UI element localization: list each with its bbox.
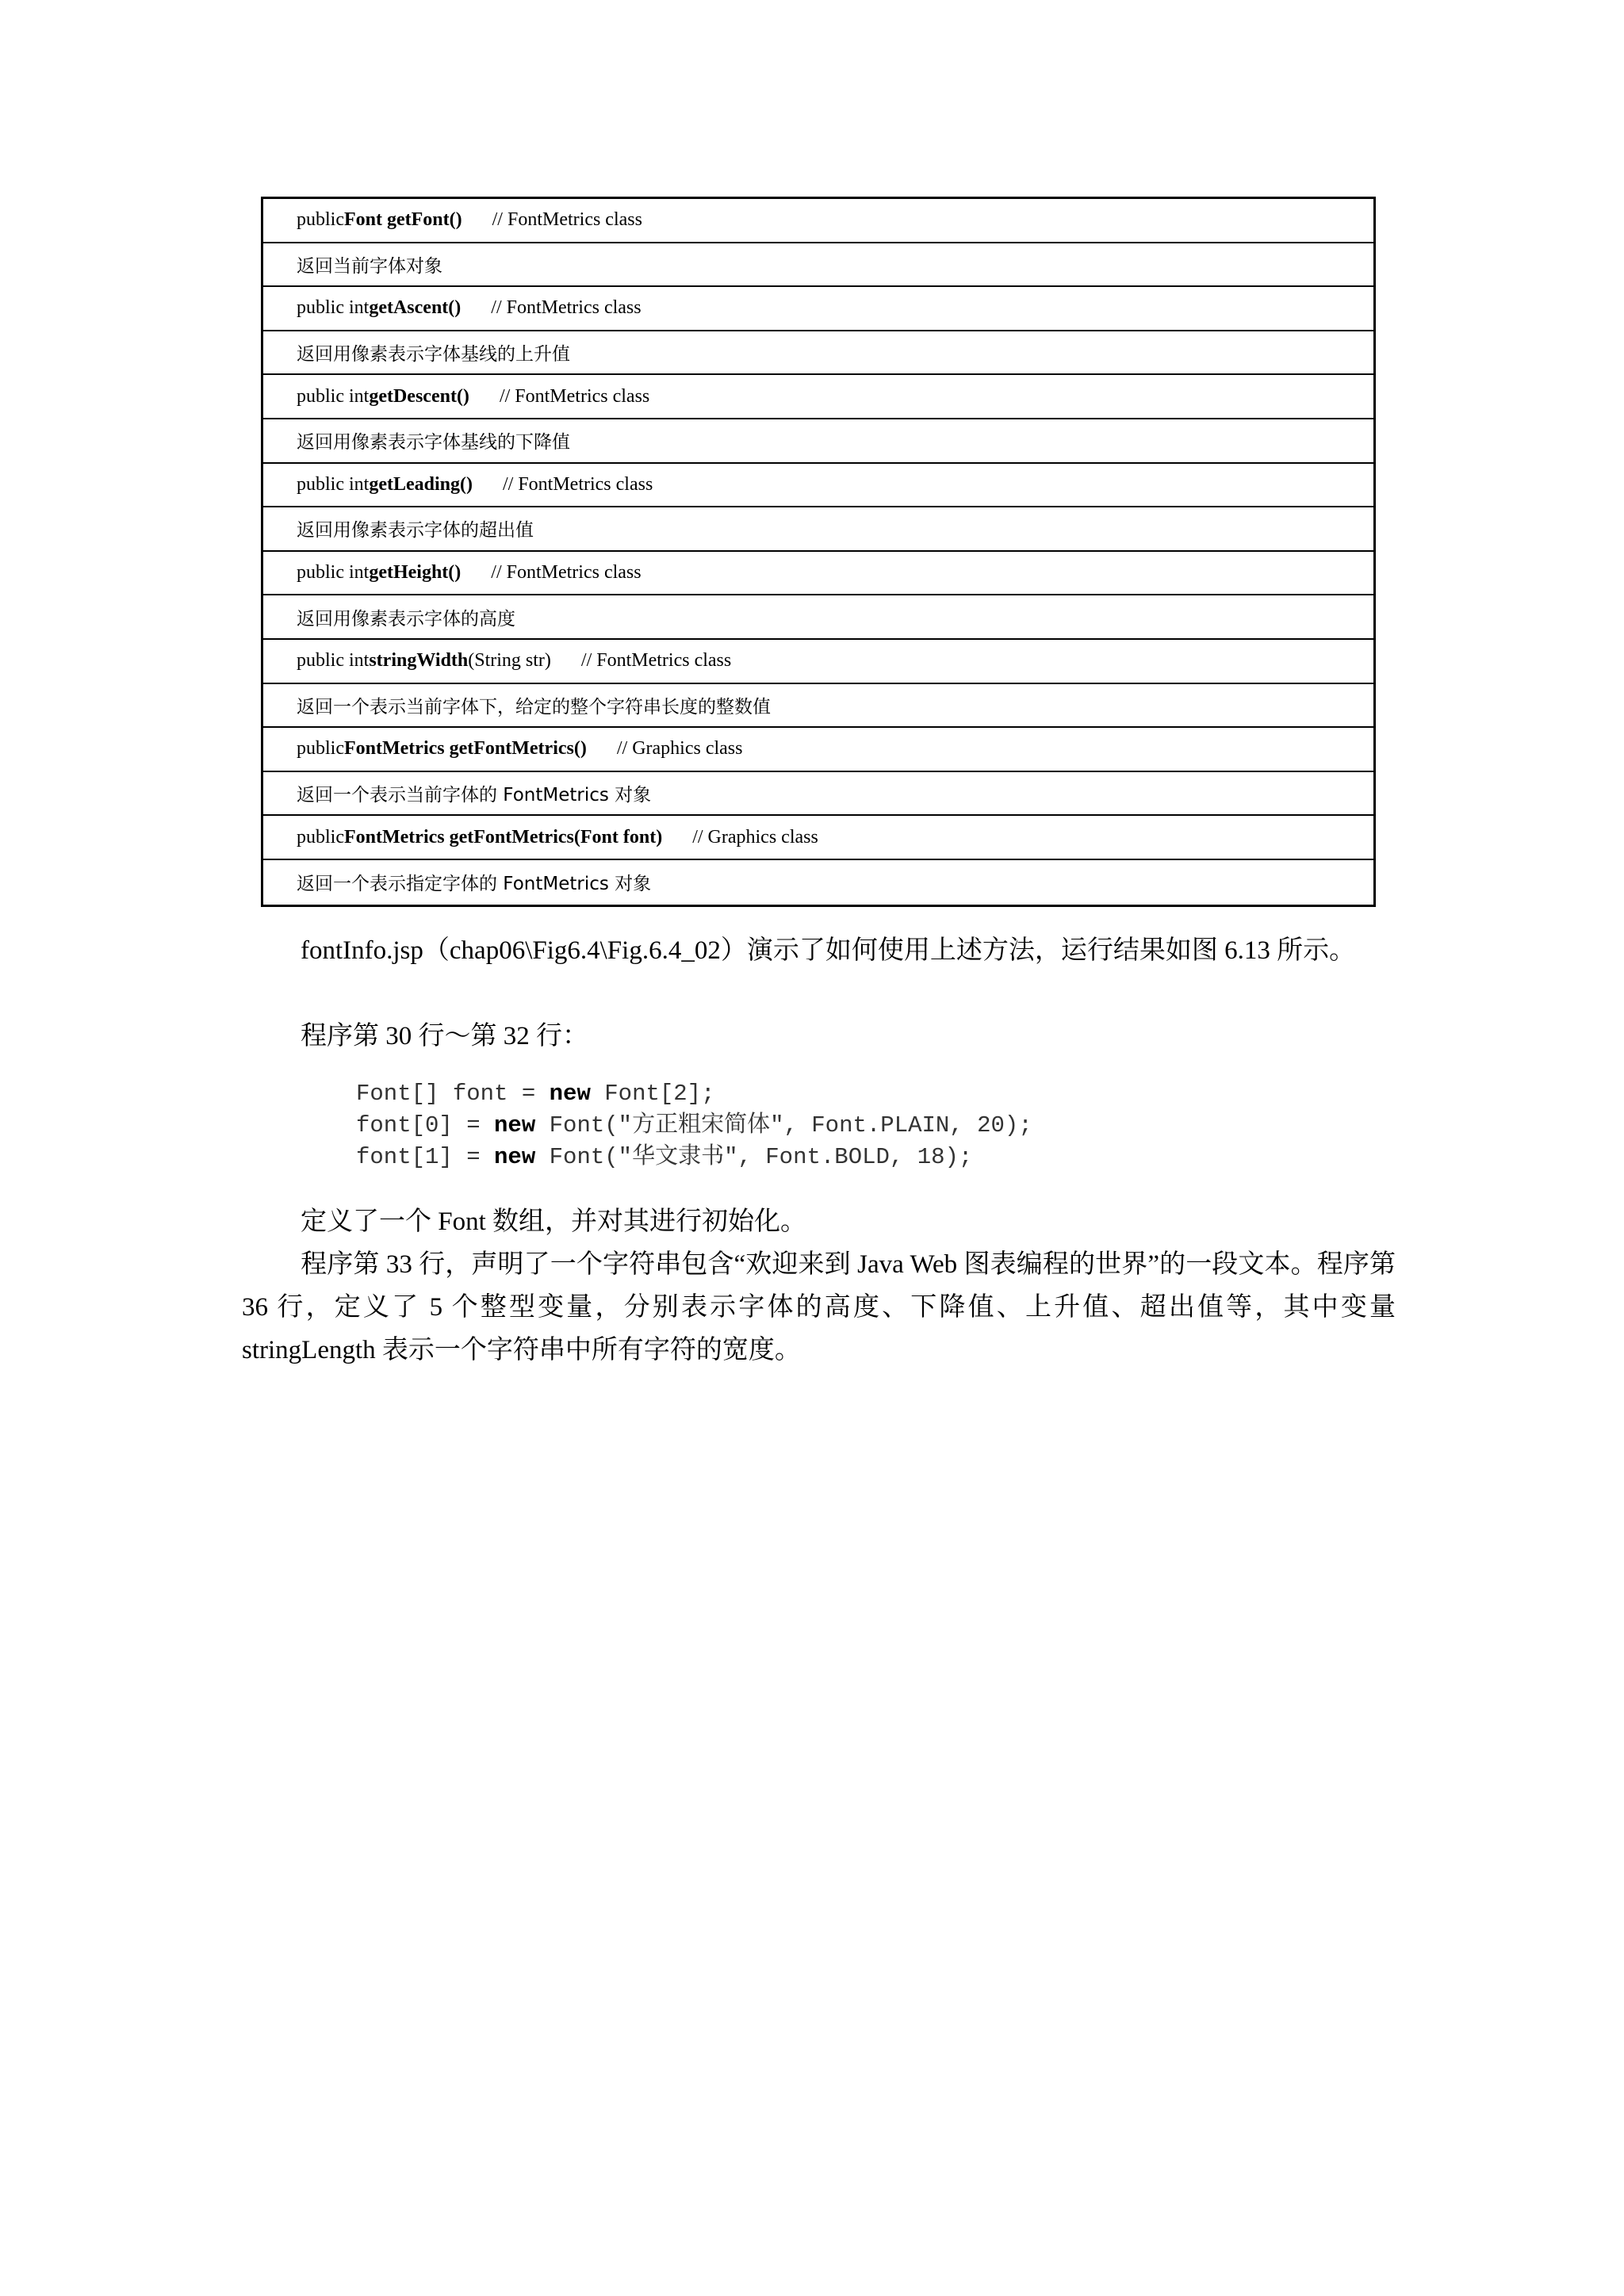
body-paragraph: 程序第 33 行，声明了一个字符串包含“欢迎来到 Java Web 图表编程的世界”的一段文本。程序第 36 行，定义了 5 个整型变量，分别表示字体的高度、下降值、上升值、超出值等，其中变量 stringLength 表示一个字符串中所有字符的宽度。 — [242, 1250, 1396, 1364]
method-signature-row: public int getDescent() // FontMetrics class — [263, 375, 1373, 419]
method-description-row: 返回用像素表示字体基线的上升值 — [263, 331, 1373, 376]
method-description-row: 返回一个表示当前字体的 FontMetrics 对象 — [263, 772, 1373, 817]
method-signature-row: public int getHeight() // FontMetrics class — [263, 552, 1373, 596]
api-methods-table — [261, 197, 1376, 907]
body-paragraph: 定义了一个 Font 数组，并对其进行初始化。 — [301, 1207, 807, 1236]
body-paragraph: 程序第 30 行～第 32 行： — [301, 1022, 588, 1050]
method-signature-row: public int stringWidth (String str) // FontMetrics class — [263, 640, 1373, 684]
code-block — [356, 1078, 1032, 1173]
method-description-row: 返回当前字体对象 — [263, 243, 1373, 288]
method-description-row: 返回用像素表示字体的高度 — [263, 595, 1373, 640]
method-signature-row: public Font getFont() // FontMetrics class — [263, 199, 1373, 243]
method-signature-row: public FontMetrics getFontMetrics(Font font) // Graphics class — [263, 816, 1373, 860]
method-description-row: 返回用像素表示字体基线的下降值 — [263, 419, 1373, 464]
code-line: font[0] = new Font("方正粗宋简体", Font.PLAIN, 20); — [356, 1112, 1032, 1138]
code-line: font[1] = new Font("华文隶书", Font.BOLD, 18); — [356, 1144, 973, 1170]
code-line: Font[] font = new Font[2]; — [356, 1081, 715, 1107]
method-description-row: 返回用像素表示字体的超出值 — [263, 507, 1373, 552]
method-description-row: 返回一个表示指定字体的 FontMetrics 对象 — [297, 874, 652, 895]
method-description-row: 返回一个表示当前字体下，给定的整个字符串长度的整数值 — [263, 684, 1373, 729]
method-signature-row: public int getLeading() // FontMetrics class — [263, 464, 1373, 508]
body-paragraph: fontInfo.jsp（chap06\Fig6.4\Fig.6.4_02）演示了如何使用上述方法，运行结果如图 6.13 所示。 — [301, 936, 1356, 965]
method-signature-row: public int getAscent() // FontMetrics class — [263, 287, 1373, 331]
method-signature-row: public FontMetrics getFontMetrics() // Graphics class — [263, 728, 1373, 772]
